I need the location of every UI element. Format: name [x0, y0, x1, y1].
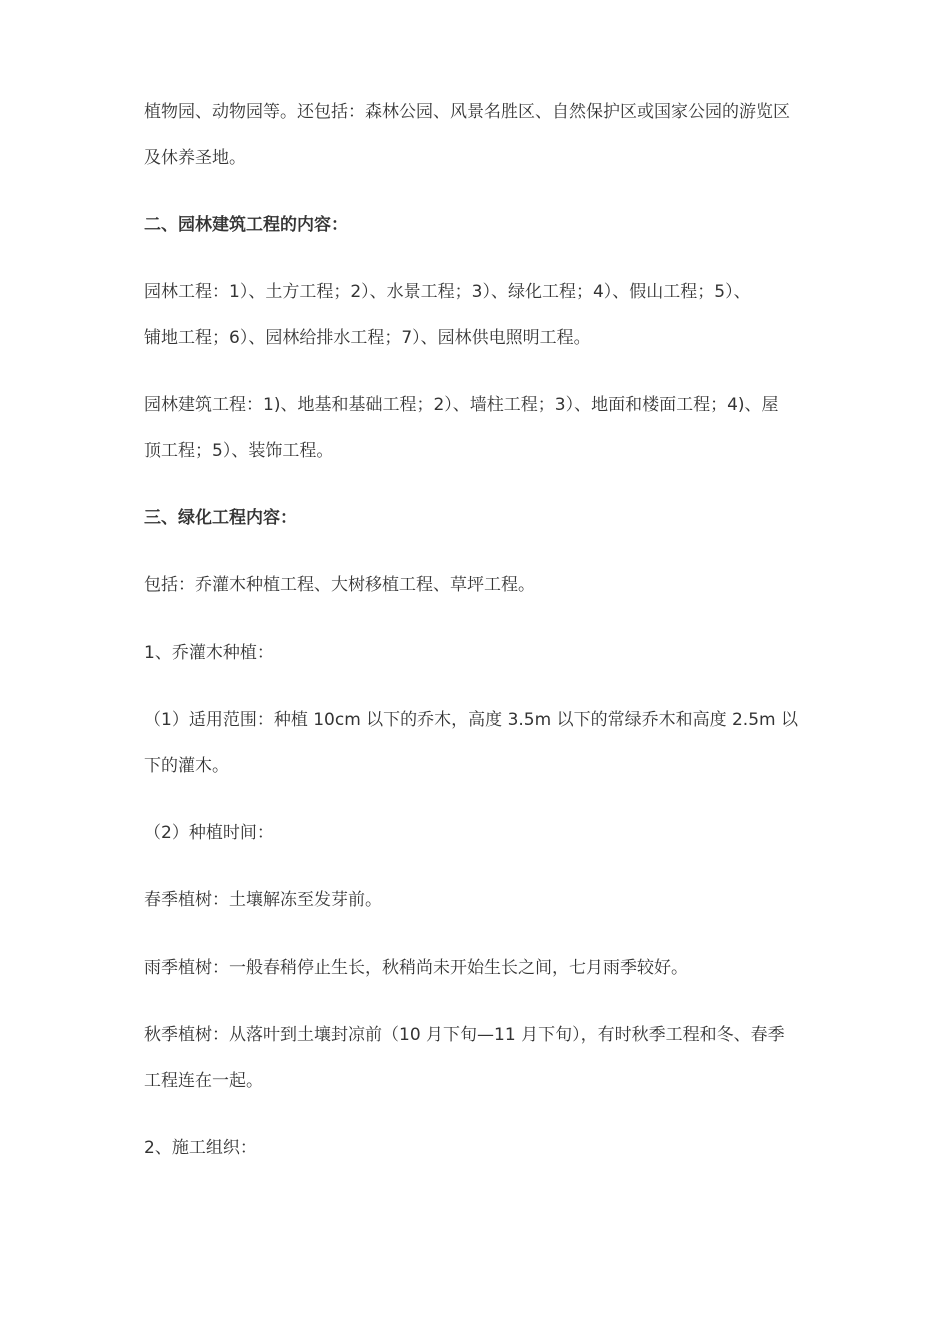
text-line: 秋季植树：从落叶到土壤封凉前（10 月下旬—11 月下旬），有时秋季工程和冬、春季 [144, 1025, 785, 1045]
subsection-heading: 2、施工组织： [144, 1138, 257, 1158]
text-line: 及休养圣地。 [144, 148, 246, 168]
text-line: 春季植树：土壤解冻至发芽前。 [144, 890, 382, 910]
section-heading: 三、绿化工程内容： [144, 508, 297, 528]
text-line: 雨季植树：一般春稍停止生长，秋稍尚未开始生长之间，七月雨季较好。 [144, 958, 688, 978]
text-line: 铺地工程；6）、园林给排水工程；7）、园林供电照明工程。 [144, 328, 591, 348]
text-line: （1）适用范围：种植 10cm 以下的乔木，高度 3.5m 以下的常绿乔木和高度 2.5m 以 [144, 710, 798, 730]
text-line: 顶工程；5）、装饰工程。 [144, 441, 334, 461]
text-line: 园林建筑工程：1)、地基和基础工程；2）、墙柱工程；3）、地面和楼面工程；4)、屋 [144, 395, 779, 415]
text-line: （2）种植时间： [144, 823, 274, 843]
text-line: 下的灌木。 [144, 756, 229, 776]
section-heading: 二、园林建筑工程的内容： [144, 215, 348, 235]
text-line: 工程连在一起。 [144, 1071, 263, 1091]
text-line: 植物园、动物园等。还包括：森林公园、风景名胜区、自然保护区或国家公园的游览区 [144, 102, 790, 122]
subsection-heading: 1、乔灌木种植： [144, 643, 274, 663]
text-line: 园林工程：1）、土方工程；2）、水景工程；3）、绿化工程；4）、假山工程；5）、 [144, 282, 751, 302]
text-line: 包括：乔灌木种植工程、大树移植工程、草坪工程。 [144, 575, 535, 595]
